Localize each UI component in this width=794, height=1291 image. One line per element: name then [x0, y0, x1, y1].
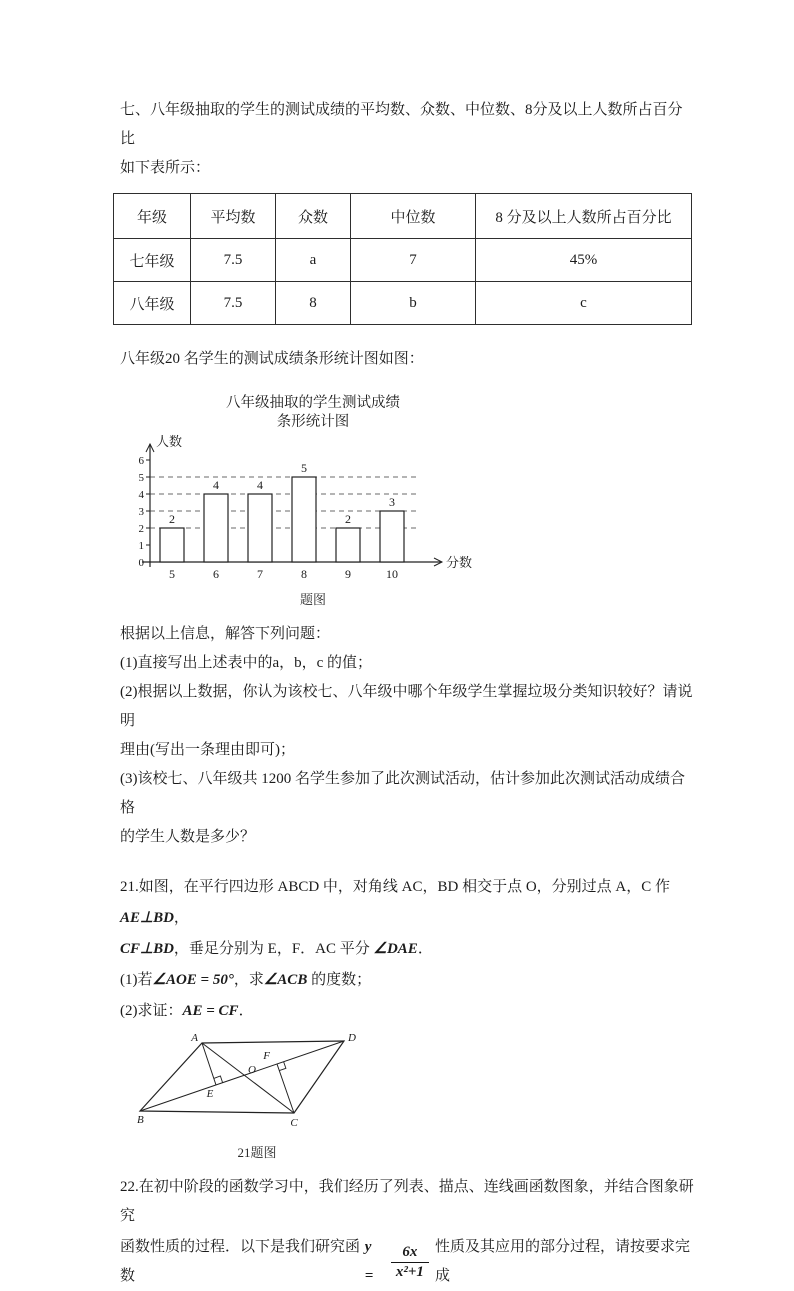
p22-line2-pre: 函数性质的过程．以下是我们研究函数 [120, 1239, 361, 1284]
label-f: F [263, 1050, 270, 1062]
problem-21 [120, 872, 694, 1161]
p22-line2-post: 性质及其应用的部分过程，请按要求完成 [434, 1239, 690, 1284]
p21-q2-pre: (2)求证： [120, 1003, 183, 1019]
cell-grade7-mean: 7.5 [191, 239, 276, 282]
formula-fraction [391, 1243, 429, 1282]
formula-lhs: y = [364, 1239, 374, 1284]
y-tick-label: 6 [138, 455, 144, 467]
chart-caption: 题图 [299, 592, 326, 607]
col-header-mode: 众数 [276, 194, 351, 239]
p22-line2 [120, 1233, 694, 1291]
y-tick-label: 3 [138, 506, 144, 518]
table-header-row [114, 194, 692, 239]
cell-grade7-percent: 45% [476, 239, 692, 282]
p21-math-angle-aoe: ∠AOE = 50° [152, 972, 234, 988]
chart-title-line1: 八年级抽取的学生测试成绩 [226, 395, 400, 411]
col-header-mean: 平均数 [191, 194, 276, 239]
p21-math-ae-cf: AE = CF [182, 1003, 239, 1019]
bar-value-label: 5 [301, 461, 307, 475]
y-tick-label: 2 [138, 523, 144, 535]
p20-q3-line1: (3)该校七、八年级共 1200 名学生参加了此次测试活动，估计参加此次测试活动成绩合格 [120, 771, 685, 816]
p21-q2-tail: ． [238, 1003, 254, 1019]
cell-grade8-percent: c [476, 282, 692, 325]
p21-math-cf-bd: CF⊥BD [120, 941, 174, 957]
x-tick-label: 7 [257, 567, 263, 581]
geometry-figure [128, 1033, 386, 1161]
cell-grade8-mode: 8 [276, 282, 351, 325]
x-tick-label: 6 [213, 567, 219, 581]
bar [380, 511, 404, 562]
segment-ae [202, 1043, 216, 1085]
x-tick-label: 8 [301, 567, 307, 581]
y-tick-label: 4 [138, 489, 144, 501]
parallelogram-figure-svg [128, 1033, 386, 1137]
x-tick-label: 10 [386, 567, 398, 581]
p21-math-angle-dae: ∠DAE [373, 941, 418, 957]
table-row [114, 282, 692, 325]
cell-grade7-median: 7 [351, 239, 476, 282]
bar [204, 494, 228, 562]
cell-grade8-median: b [351, 282, 476, 325]
p21-q1 [120, 965, 694, 996]
geometry-figure-caption: 21题图 [237, 1145, 277, 1160]
label-d: D [348, 1033, 356, 1044]
bar-value-label: 2 [345, 512, 351, 526]
p21-math-angle-acb: ∠ACB [263, 972, 308, 988]
p20-questions [120, 620, 694, 852]
p22-line1: 22.在初中阶段的函数学习中，我们经历了列表、描点、连线画函数图象，并结合图象研究 [120, 1179, 694, 1224]
p21-q1-mid: ，求 [233, 972, 264, 988]
y-tick-label: 5 [138, 472, 144, 484]
bar-value-label: 4 [257, 478, 263, 492]
label-b: B [137, 1114, 144, 1126]
label-c: C [290, 1117, 298, 1129]
bar-value-label: 2 [169, 512, 175, 526]
p20-intro-line2: 如下表所示： [120, 160, 211, 176]
y-axis-title: 人数 [156, 434, 183, 449]
segment-cf [277, 1064, 294, 1113]
y-tick-label: 0 [138, 557, 144, 569]
p21-line2 [120, 934, 694, 965]
p21-line2-tail: ． [417, 941, 433, 957]
p21-line1-tail: ， [173, 910, 189, 926]
p21-line1-text: 21.如图，在平行四边形 ABCD 中，对角线 AC，BD 相交于点 O，分别过点 A，C 作 [120, 879, 671, 895]
bar-chart [124, 394, 476, 608]
p21-line2-text: ，垂足分别为 E，F．AC 平分 [173, 941, 374, 957]
x-tick-label: 5 [169, 567, 175, 581]
score-table [113, 193, 692, 325]
p20-followup: 根据以上信息，解答下列问题： [120, 626, 331, 642]
cell-grade7: 七年级 [114, 239, 191, 282]
x-axis-title: 分数 [446, 555, 473, 570]
cell-grade8-mean: 7.5 [191, 282, 276, 325]
p20-q2-line2: 理由(写出一条理由即可)； [120, 742, 295, 758]
cell-grade8: 八年级 [114, 282, 191, 325]
p21-q1-tail: 的度数； [307, 972, 372, 988]
p21-q1-pre: (1)若 [120, 972, 153, 988]
bar [336, 528, 360, 562]
p20-q1: (1)直接写出上述表中的a，b，c 的值； [120, 655, 373, 671]
diagonal-bd [140, 1041, 344, 1111]
bar [292, 477, 316, 562]
bar [160, 528, 184, 562]
problem-22 [120, 1173, 694, 1291]
chart-title-line2: 条形统计图 [276, 414, 350, 430]
col-header-median: 中位数 [351, 194, 476, 239]
fraction-numerator: 6x [402, 1243, 418, 1260]
label-e: E [206, 1088, 214, 1100]
bar-value-label: 3 [389, 495, 395, 509]
bar [248, 494, 272, 562]
bar-value-label: 4 [213, 478, 219, 492]
label-a: A [191, 1033, 198, 1044]
p20-intro-line1: 七、八年级抽取的学生的测试成绩的平均数、众数、中位数、8分及以上人数所占百分比 [120, 102, 683, 147]
p21-line1 [120, 872, 694, 934]
y-tick-label: 1 [138, 540, 144, 552]
table-row [114, 239, 692, 282]
p20-q3-line2: 的学生人数是多少？ [120, 829, 256, 845]
p21-q2 [120, 996, 694, 1027]
p20-q2-line1: (2)根据以上数据，你认为该校七、八年级中哪个年级学生掌握垃圾分类知识较好？请说明 [120, 684, 693, 729]
col-header-grade: 年级 [114, 194, 191, 239]
bar-chart-svg [124, 432, 476, 584]
x-tick-label: 9 [345, 567, 351, 581]
p21-math-ae-bd: AE⊥BD [120, 910, 174, 926]
label-o: O [248, 1064, 256, 1076]
p20-chart-note: 八年级20 名学生的测试成绩条形统计图如图： [120, 351, 424, 367]
col-header-percent: 8 分及以上人数所占百分比 [476, 194, 692, 239]
cell-grade7-mode: a [276, 239, 351, 282]
fraction-denominator: x²+1 [391, 1262, 429, 1282]
